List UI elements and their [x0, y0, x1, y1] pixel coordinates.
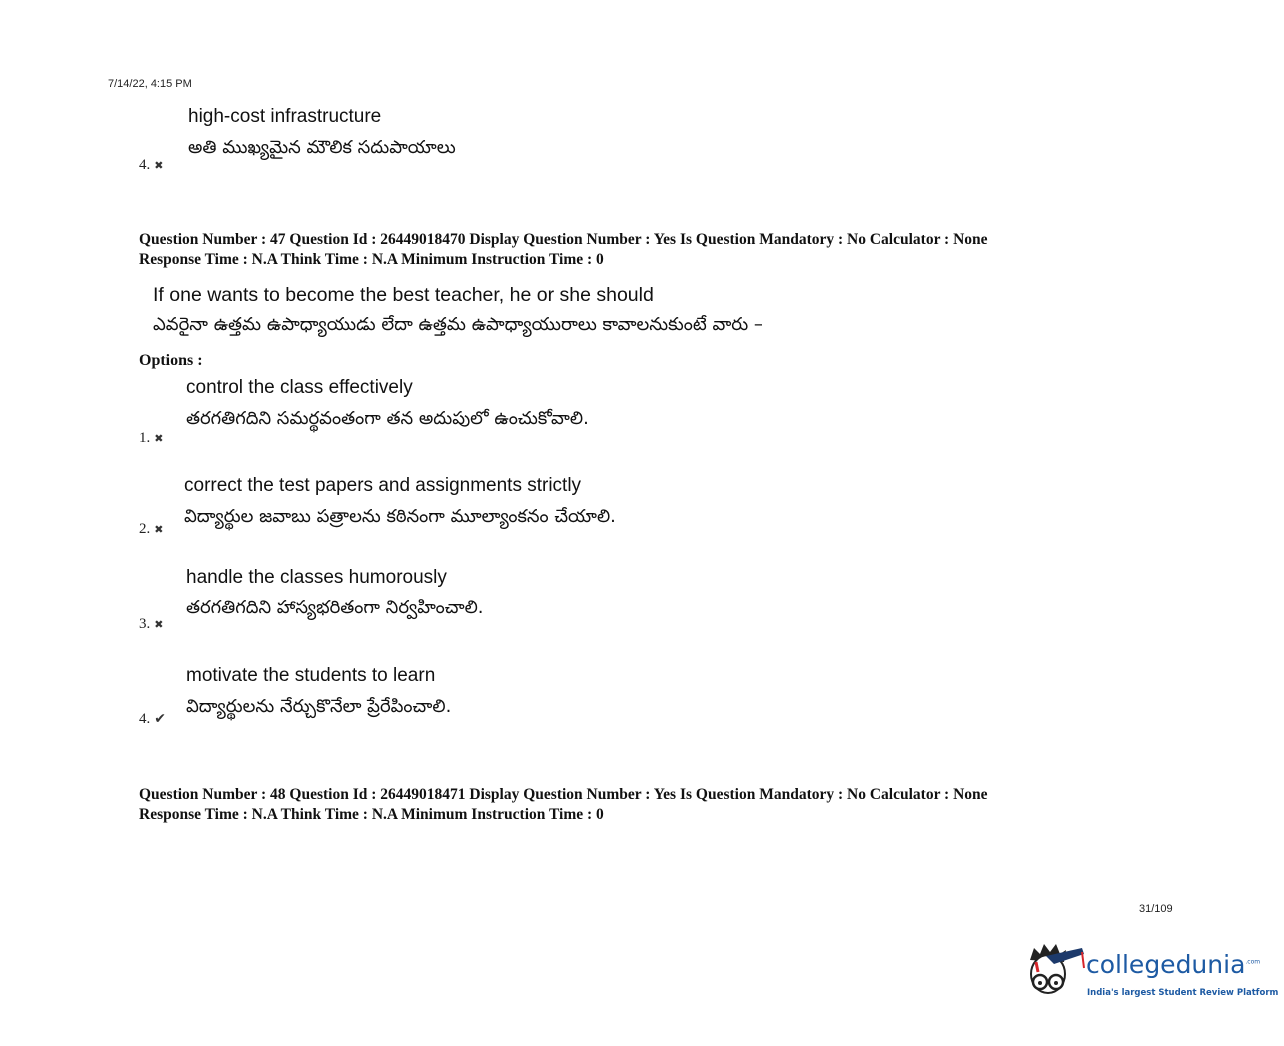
option-number: 4.: [139, 711, 151, 727]
option-4-number-row: [139, 710, 166, 728]
option-4-english: motivate the students to learn: [186, 665, 436, 686]
question-meta-line-1: Question Number : 47 Question Id : 26449018470 Display Question Number : Yes Is Question Mandatory : No Calculator : None: [139, 231, 988, 248]
brand-wordmark: collegedunia: [1086, 950, 1246, 979]
option-1-telugu: తరగతిగదిని సమర్థవంతంగా తన అదుపులో ఉంచుకోవాలి.: [186, 408, 589, 429]
prev-option-english: high-cost infrastructure: [188, 106, 382, 127]
cross-icon: ✖: [154, 159, 164, 172]
question-meta-line-1: Question Number : 48 Question Id : 26449018471 Display Question Number : Yes Is Question Mandatory : No Calculator : None: [139, 786, 988, 803]
prev-option-telugu: అతి ముఖ్యమైన మౌలిక సదుపాయాలు: [188, 137, 456, 158]
question-meta-line-2: Response Time : N.A Think Time : N.A Minimum Instruction Time : 0: [139, 806, 604, 823]
options-label: Options :: [139, 352, 203, 369]
option-1-number-row: [139, 429, 163, 447]
brand-name: [1086, 950, 1260, 979]
prev-option-number-row: [139, 156, 163, 174]
option-number: 2.: [139, 521, 151, 537]
question-47-english: If one wants to become the best teacher, he or she should: [153, 284, 654, 306]
page-number: 31/109: [1139, 903, 1173, 915]
check-icon: ✔: [154, 711, 166, 727]
option-4-telugu: విద్యార్థులను నేర్చుకొనేలా ప్రేరేపించాలి.: [186, 696, 452, 717]
option-2-telugu: విద్యార్థుల జవాబు పత్రాలను కఠినంగా మూల్యాంకనం చేయాలి.: [184, 506, 616, 527]
option-number: 4.: [139, 157, 151, 173]
option-1-english: control the class effectively: [186, 377, 413, 398]
brand-tagline: India's largest Student Review Platform: [1087, 988, 1279, 998]
question-47-meta: [139, 230, 988, 270]
cross-icon: ✖: [154, 432, 164, 445]
question-47-telugu: ఎవరైనా ఉత్తమ ఉపాధ్యాయుడు లేదా ఉత్తమ ఉపాధ్యాయురాలు కావాలనుకుంటే వారు –: [153, 314, 763, 335]
brand-suffix: .com: [1245, 958, 1261, 966]
option-2-english: correct the test papers and assignments strictly: [184, 475, 582, 496]
option-3-number-row: [139, 615, 163, 633]
cross-icon: ✖: [154, 523, 164, 536]
question-meta-line-2: Response Time : N.A Think Time : N.A Minimum Instruction Time : 0: [139, 251, 604, 268]
print-timestamp: 7/14/22, 4:15 PM: [108, 78, 192, 90]
cross-icon: ✖: [154, 618, 164, 631]
option-number: 3.: [139, 616, 151, 632]
option-2-number-row: [139, 520, 163, 538]
option-number: 1.: [139, 430, 151, 446]
option-3-telugu: తరగతిగదిని హాస్యభరితంగా నిర్వహించాలి.: [186, 597, 484, 618]
question-48-meta: [139, 785, 988, 825]
option-3-english: handle the classes humorously: [186, 567, 447, 588]
